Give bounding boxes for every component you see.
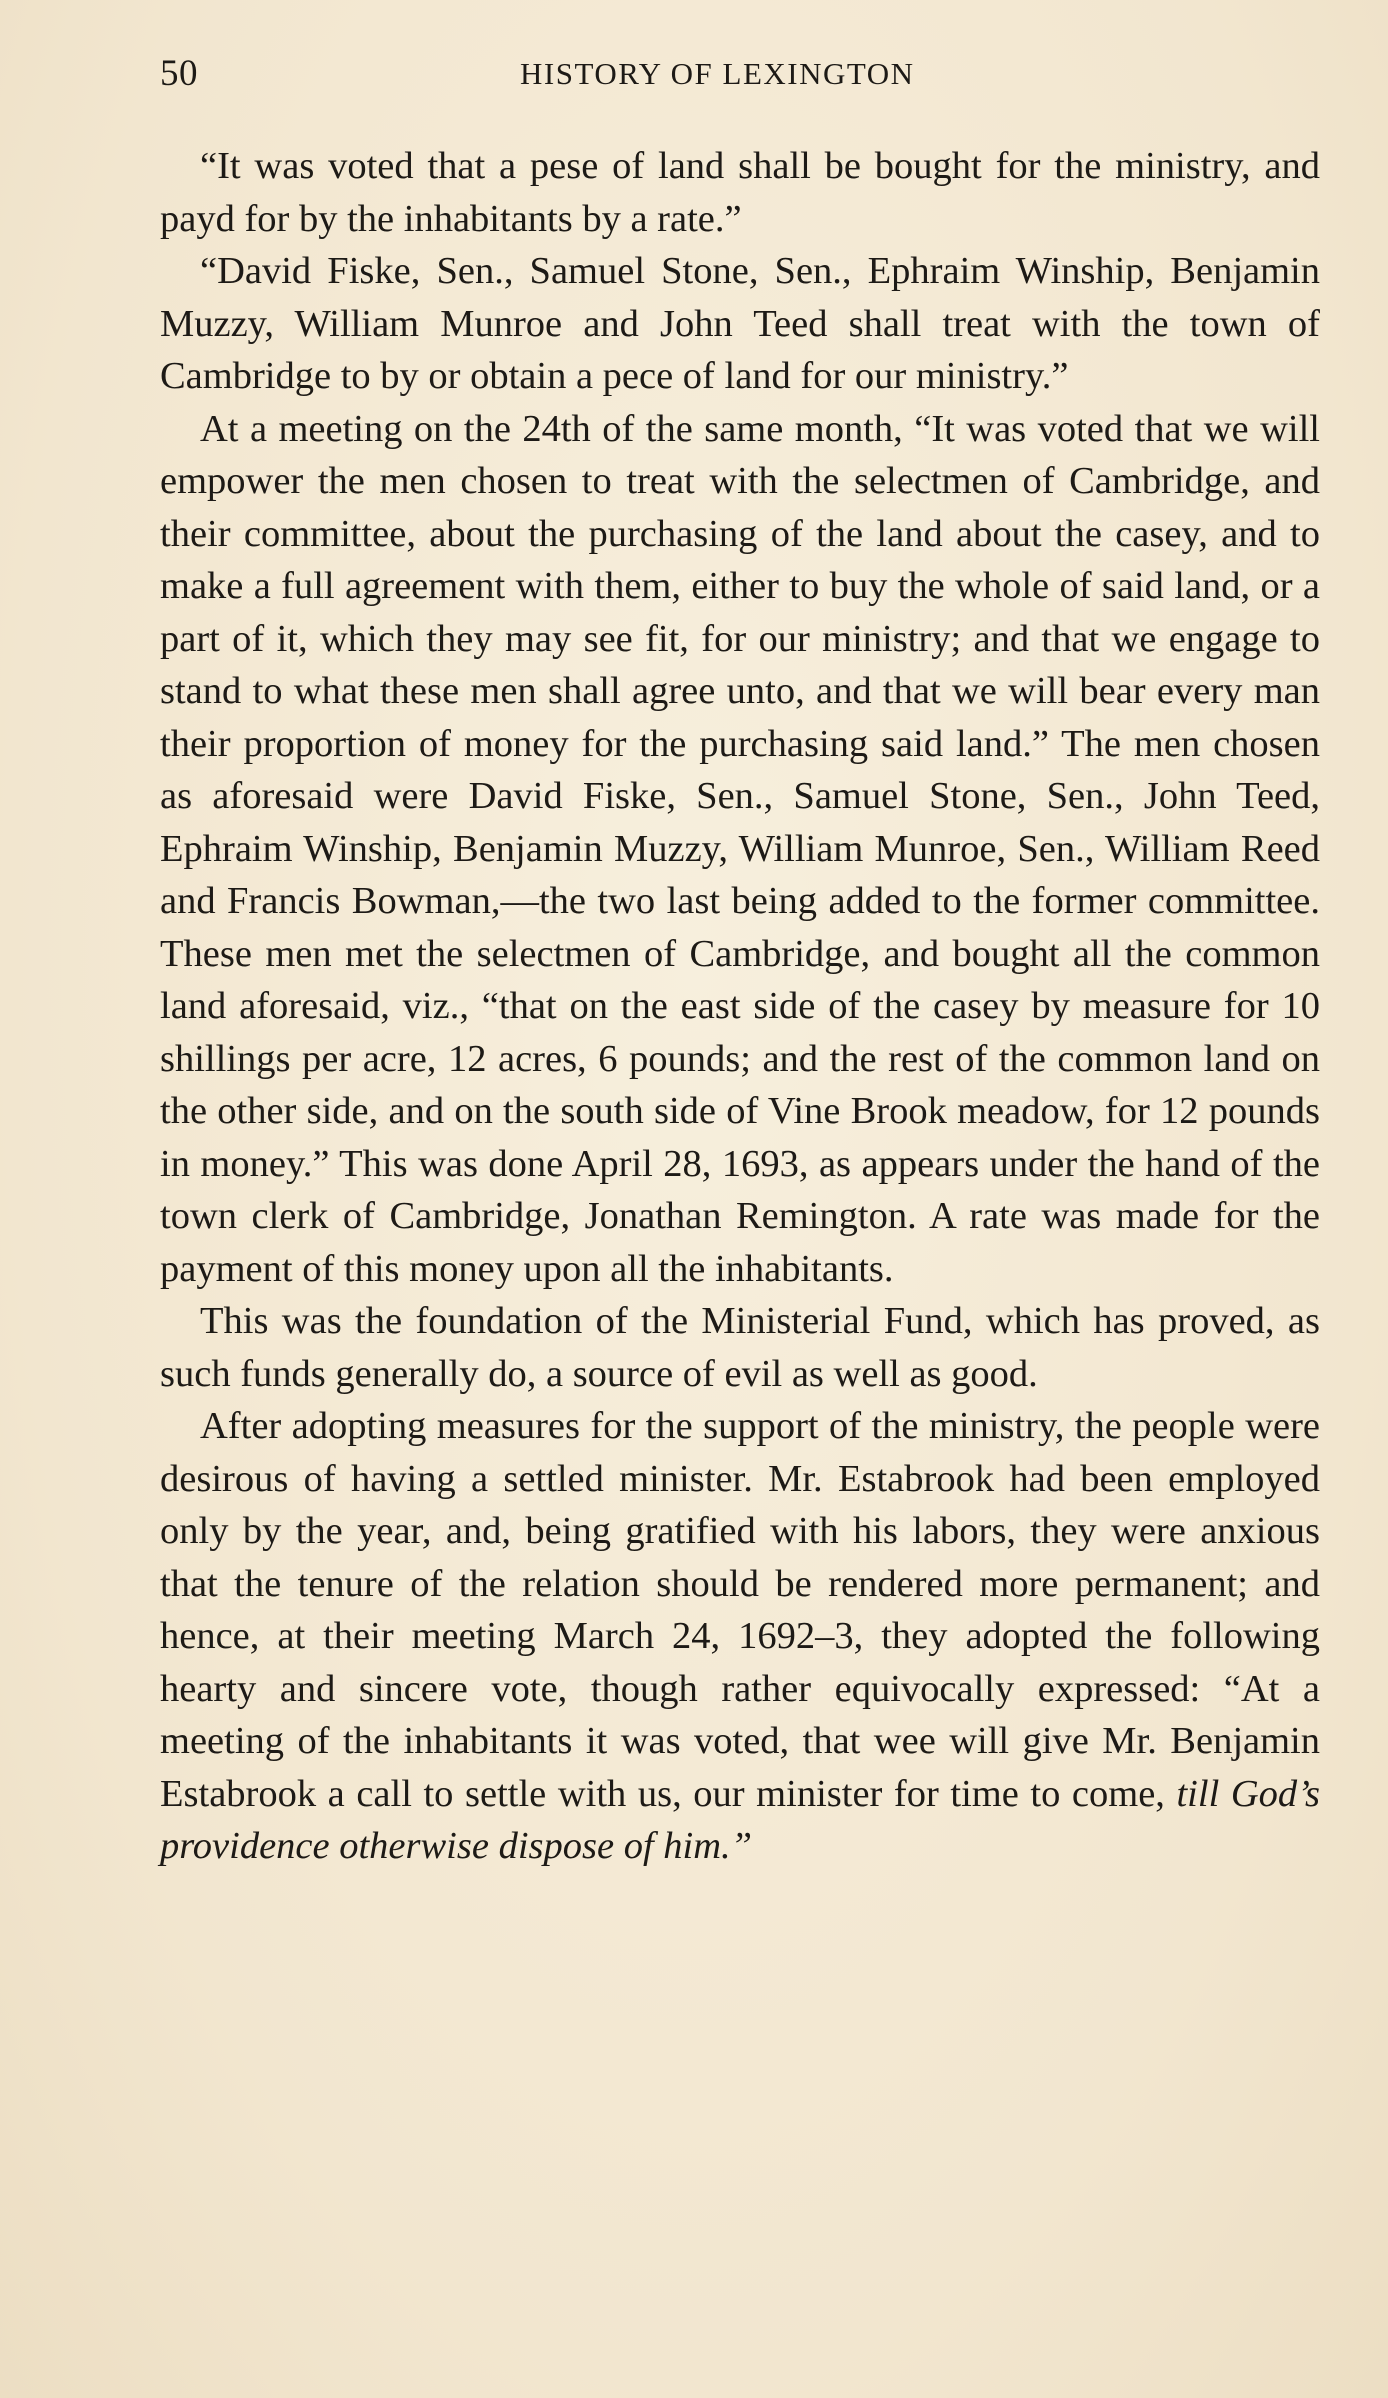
paragraph-text: “David Fiske, Sen., Samuel Stone, Sen., Ephraim Winship, Benjamin Muzzy, William Munroe and John Teed shall treat with the town of Cambridge to by or obtain a pece of land for our ministry.” <box>160 250 1320 397</box>
page-header <box>160 52 1320 102</box>
paragraph <box>160 403 1320 1296</box>
paragraph-text: After adopting measures for the support of the ministry, the people were desirous of having a settled minister. Mr. Estabrook had been employed only by the year, and, being gratified with his labors, they were anxious that the tenure of the relation should be rendered more permanent; and hence, at their meeting March 24, 1692–3, they adopted the following hearty and sincere vote, though rather equivocally expressed: “At a meeting of the inhabitants it was voted, that wee will give Mr. Benjamin Estabrook a call to settle with us, our minister for time to come, <box>160 1405 1320 1815</box>
paragraph <box>160 245 1320 403</box>
paragraph <box>160 140 1320 245</box>
paragraph-text: At a meeting on the 24th of the same month, “It was voted that we will empower the men chosen to treat with the selectmen of Cambridge, and their committee, about the purchasing of the land about the casey, and to make a full agreement with them, either to buy the whole of said land, or a part of it, which they may see fit, for our ministry; and that we engage to stand to what these men shall agree unto, and that we will bear every man their proportion of money for the purchasing said land.” The men chosen as aforesaid were David Fiske, Sen., Samuel Stone, Sen., John Teed, Ephraim Winship, Benjamin Muzzy, William Munroe, Sen., William Reed and Francis Bowman,—the two last being added to the former committee. These men met the selectmen of Cambridge, and bought all the common land aforesaid, viz., “that on the east side of the casey by measure for 10 shillings per acre, 12 acres, 6 pounds; and the rest of the common land on the other side, and on the south side of Vine Brook meadow, for 12 pounds in money.” This was done April 28, 1693, as appears under the hand of the town clerk of Cambridge, Jonathan Remington. A rate was made for the payment of this money upon all the inhabitants. <box>160 407 1320 1290</box>
paragraph-text: “It was voted that a pese of land shall be bought for the ministry, and payd for by the inhabitants by a rate.” <box>160 145 1320 240</box>
page-number: 50 <box>160 53 198 94</box>
running-head: HISTORY OF LEXINGTON <box>520 56 915 91</box>
paragraph-text: This was the foundation of the Ministerial Fund, which has proved, as such funds generally do, a source of evil as well as good. <box>160 1300 1320 1395</box>
paragraph <box>160 1400 1320 1873</box>
paragraph <box>160 1295 1320 1400</box>
body-text <box>160 140 1320 1873</box>
italic-quote-ending: till God’s providence otherwise dispose of him.” <box>160 1772 1320 1867</box>
